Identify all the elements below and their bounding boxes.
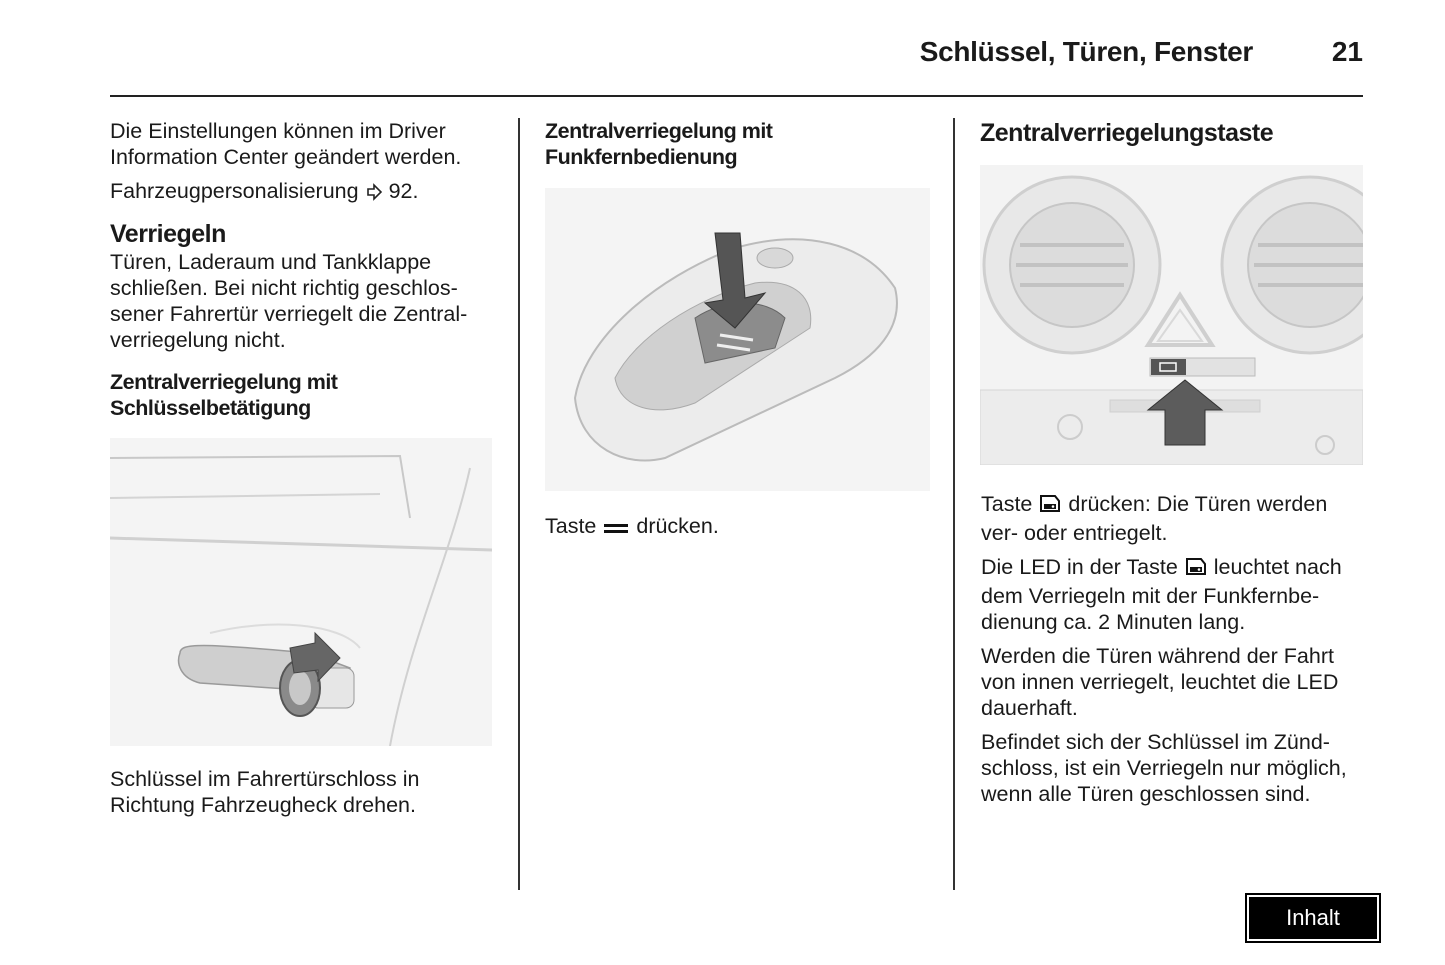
heading-central-lock-button: Zentralverriegelungstaste: [980, 119, 1274, 147]
subheading-key-lock: Zentralverriegelung mit Schlüsselbetätigung: [110, 370, 338, 420]
column-divider-2: [953, 118, 955, 890]
header-rule: [110, 95, 1363, 97]
dashboard-figure: [980, 165, 1363, 465]
remote-caption-after: drücken.: [636, 514, 719, 538]
xref-page-link[interactable]: 92.: [388, 179, 419, 203]
column-2: [545, 118, 930, 170]
xref-paragraph: [110, 178, 500, 207]
column-divider-1: [518, 118, 520, 890]
remote-key-figure: [545, 188, 930, 491]
door-handle-figure: [110, 438, 492, 746]
car-door-lock-icon: [1184, 555, 1208, 583]
intro-text: Die Einstellungen können im Driver Information Center geändert werden.: [110, 119, 462, 169]
heading-verriegeln: Verriegeln: [110, 220, 226, 248]
toc-button[interactable]: Inhalt: [1245, 893, 1381, 943]
xref-text: Fahrzeugpersonalisierung: [110, 179, 359, 203]
double-bar-icon: [602, 515, 630, 541]
car-door-lock-icon: [1038, 492, 1062, 520]
column-1: [110, 118, 500, 421]
p-led-driving: Werden die Türen während der Fahrt von innen verriegelt, leuchtet die LED dauerhaft.: [981, 644, 1339, 720]
p-central-lock-press: Taste drücken: Die Türen werden ver- oder entriegelt.: [981, 492, 1328, 545]
header-title: Schlüssel, Türen, Fenster: [919, 36, 1253, 67]
key-lock-caption: Schlüssel im Fahrertürschloss in Richtung Fahrzeugheck drehen.: [110, 767, 420, 817]
p-led-info: Die LED in der Taste leuchtet nach dem Verriegeln mit der Funkfernbedienung ca. 2 Minuten lang.: [981, 555, 1342, 634]
subheading-remote-lock: Zentralverriegelung mit Funkfernbedienung: [545, 119, 773, 169]
column-3: [980, 118, 1365, 148]
column-3-text: [981, 491, 1366, 815]
remote-caption-before: Taste: [545, 514, 597, 538]
page-number: 21: [1331, 36, 1363, 67]
verriegeln-text: Türen, Laderaum und Tankklappe schließen. Bei nicht richtig geschlossener Fahrertür verriegelt die Zentralverriegelung nicht.: [110, 250, 468, 352]
p-ignition: Befindet sich der Schlüssel im Zündschloss, ist ein Verriegeln nur möglich, wenn alle Türen geschlossen sind.: [981, 730, 1347, 806]
remote-caption: [545, 513, 719, 541]
xref-arrow-icon[interactable]: [365, 181, 383, 207]
